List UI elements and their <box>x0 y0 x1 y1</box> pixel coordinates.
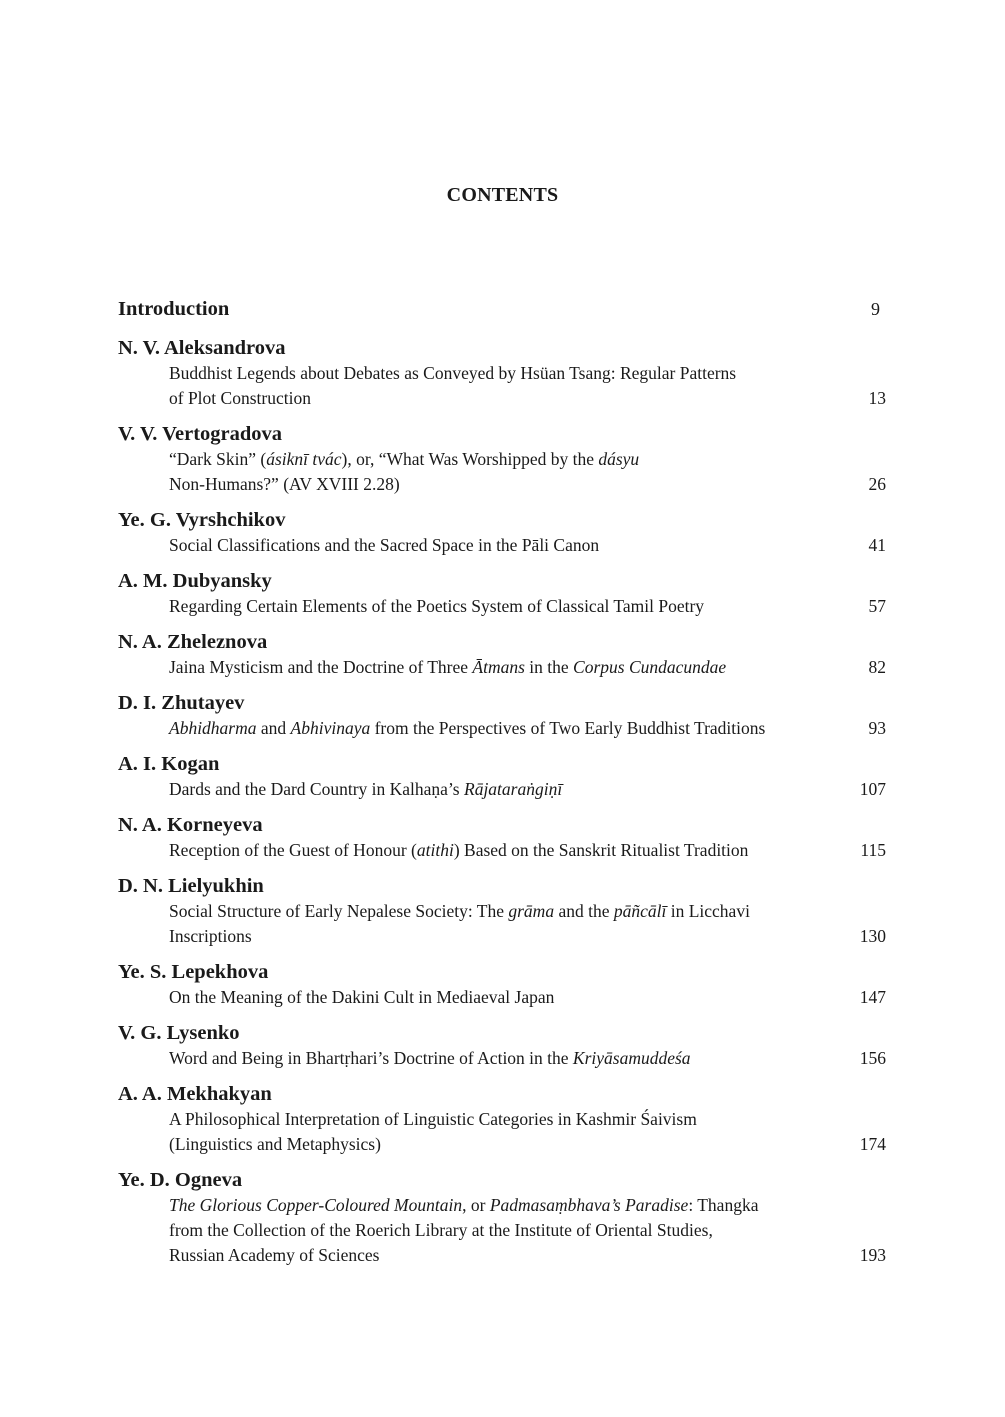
entry-page-number: 93 <box>868 718 886 738</box>
title-text: , or <box>462 1195 490 1215</box>
entry-page-number: 193 <box>859 1245 886 1265</box>
intro-label: Introduction <box>118 298 230 320</box>
entry-page-number: 82 <box>868 657 886 677</box>
article-title-line <box>169 1243 850 1268</box>
entry-row <box>118 533 886 558</box>
article-title-line <box>169 594 850 619</box>
article-title-line <box>169 361 850 386</box>
entry-article-title <box>118 899 850 949</box>
toc-entry <box>118 959 886 1010</box>
entry-page-number: 156 <box>859 1048 886 1068</box>
italic-term: Corpus Cundacundae <box>573 657 727 677</box>
entry-author: Ye. S. Lepekhova <box>118 961 269 983</box>
title-text: of Plot Construction <box>169 388 311 408</box>
entry-author: N. A. Zheleznova <box>118 631 268 653</box>
entry-author: N. A. Korneyeva <box>118 814 263 836</box>
title-text: On the Meaning of the Dakini Cult in Mediaeval Japan <box>169 987 555 1007</box>
toc-entry <box>118 690 886 741</box>
entry-article-title <box>118 838 850 863</box>
entry-article-title <box>118 361 850 411</box>
entry-row <box>118 716 886 741</box>
article-title-line <box>169 386 850 411</box>
entry-page-number: 147 <box>859 987 886 1007</box>
entry-page-number: 115 <box>860 840 886 860</box>
article-title-line <box>169 1107 850 1132</box>
entry-row <box>118 1107 886 1157</box>
entry-row <box>118 594 886 619</box>
article-title-line <box>169 447 850 472</box>
title-text: Non-Humans?” (AV XVIII 2.28) <box>169 474 400 494</box>
title-text: and <box>256 718 291 738</box>
entry-row <box>118 1193 886 1268</box>
entry-article-title <box>118 655 850 680</box>
title-text: Regarding Certain Elements of the Poetics System of Classical Tamil Poetry <box>169 596 705 616</box>
title-text: A Philosophical Interpretation of Linguistic Categories in Kashmir Śaivism <box>169 1109 697 1129</box>
title-text: Jaina Mysticism and the Doctrine of Three <box>169 657 473 677</box>
italic-term: Abhidharma <box>169 718 257 738</box>
entry-article-title <box>118 777 850 802</box>
entry-page-number: 13 <box>868 388 886 408</box>
entry-row <box>118 899 886 949</box>
italic-term: Abhivinaya <box>290 718 371 738</box>
article-title-line <box>169 472 850 497</box>
toc-entry <box>118 812 886 863</box>
article-title-line <box>169 985 850 1010</box>
italic-term: Ātmans <box>472 657 525 677</box>
title-text: Social Classifications and the Sacred Space in the Pāli Canon <box>169 535 600 555</box>
title-text: Inscriptions <box>169 926 252 946</box>
entry-author: V. V. Vertogradova <box>118 423 283 445</box>
title-text: in Licchavi <box>666 901 750 921</box>
article-title-line <box>169 655 850 680</box>
title-text: (Linguistics and Metaphysics) <box>169 1134 381 1154</box>
entry-article-title <box>118 594 850 619</box>
entry-article-title <box>118 1107 850 1157</box>
entry-article-title <box>118 1193 850 1268</box>
title-text: and the <box>554 901 614 921</box>
article-title-line <box>169 533 850 558</box>
entry-author: D. N. Lielyukhin <box>118 875 264 897</box>
italic-term: dásyu <box>598 449 640 469</box>
italic-term: Padmasaṃbhava’s Paradise <box>489 1195 689 1215</box>
article-title-line <box>169 1193 850 1218</box>
italic-term: ásiknī tvác <box>266 449 342 469</box>
article-title-line <box>169 924 850 949</box>
article-title-line <box>169 777 850 802</box>
entry-page-number: 107 <box>859 779 886 799</box>
toc-entry <box>118 1020 886 1071</box>
entry-author: A. A. Mekhakyan <box>118 1083 272 1105</box>
entry-author: D. I. Zhutayev <box>118 692 245 714</box>
article-title-line <box>169 716 850 741</box>
entry-page-number: 57 <box>868 596 886 616</box>
title-text: “Dark Skin” ( <box>169 449 267 469</box>
toc-entry <box>118 873 886 949</box>
title-text: ) Based on the Sanskrit Ritualist Tradition <box>453 840 749 860</box>
entry-article-title <box>118 447 850 497</box>
title-text: ), or, “What Was Worshipped by the <box>341 449 599 469</box>
entry-article-title <box>118 533 850 558</box>
toc-entry <box>118 335 886 411</box>
title-text: : Thangka <box>688 1195 759 1215</box>
article-title-line <box>169 1132 850 1157</box>
entry-author: N. V. Aleksandrova <box>118 337 286 359</box>
entry-page-number: 130 <box>859 926 886 946</box>
toc-entry <box>118 568 886 619</box>
toc-entry <box>118 1167 886 1268</box>
entry-row <box>118 838 886 863</box>
title-text: Social Structure of Early Nepalese Society: The <box>169 901 509 921</box>
toc-entry <box>118 507 886 558</box>
entry-row <box>118 361 886 411</box>
entry-article-title <box>118 985 850 1010</box>
entry-author: Ye. D. Ogneva <box>118 1169 243 1191</box>
entry-author: V. G. Lysenko <box>118 1022 240 1044</box>
article-title-line <box>169 1218 850 1243</box>
intro-page-number: 9 <box>871 299 880 319</box>
article-title-line <box>169 1046 850 1071</box>
italic-term: Kriyāsamuddeśa <box>572 1048 691 1068</box>
title-text: Dards and the Dard Country in Kalhaṇa’s <box>169 779 464 799</box>
italic-term: atithi <box>416 840 454 860</box>
title-text: from the Collection of the Roerich Library at the Institute of Oriental Studies, <box>169 1220 713 1240</box>
entry-article-title <box>118 716 850 741</box>
article-title-line <box>169 838 850 863</box>
toc-entries <box>118 335 886 1268</box>
title-text: from the Perspectives of Two Early Buddhist Traditions <box>370 718 766 738</box>
entry-row <box>118 985 886 1010</box>
entry-row <box>118 1046 886 1071</box>
toc-entry <box>118 629 886 680</box>
title-text: in the <box>524 657 574 677</box>
toc-entry <box>118 1081 886 1157</box>
table-of-contents <box>118 296 886 1278</box>
title-text: Buddhist Legends about Debates as Conveyed by Hsüan Tsang: Regular Patterns <box>169 363 737 383</box>
toc-entry <box>118 421 886 497</box>
toc-entry <box>118 751 886 802</box>
italic-term: pāñcālī <box>613 901 667 921</box>
entry-page-number: 26 <box>868 474 886 494</box>
italic-term: Rājataraṅgiṇī <box>464 779 563 799</box>
italic-term: The Glorious Copper-Coloured Mountain <box>169 1195 463 1215</box>
page-title: CONTENTS <box>446 184 559 206</box>
entry-page-number: 174 <box>859 1134 886 1154</box>
title-text: Reception of the Guest of Honour ( <box>169 840 417 860</box>
title-text: Russian Academy of Sciences <box>169 1245 380 1265</box>
entry-row <box>118 447 886 497</box>
italic-term: grāma <box>508 901 555 921</box>
entry-page-number: 41 <box>868 535 886 555</box>
entry-row <box>118 777 886 802</box>
entry-row <box>118 655 886 680</box>
entry-author: A. M. Dubyansky <box>118 570 272 592</box>
toc-intro-row <box>118 296 886 322</box>
article-title-line <box>169 899 850 924</box>
entry-article-title <box>118 1046 850 1071</box>
entry-author: A. I. Kogan <box>118 753 220 775</box>
entry-author: Ye. G. Vyrshchikov <box>118 509 286 531</box>
title-text: Word and Being in Bhartṛhari’s Doctrine of Action in the <box>169 1048 573 1068</box>
